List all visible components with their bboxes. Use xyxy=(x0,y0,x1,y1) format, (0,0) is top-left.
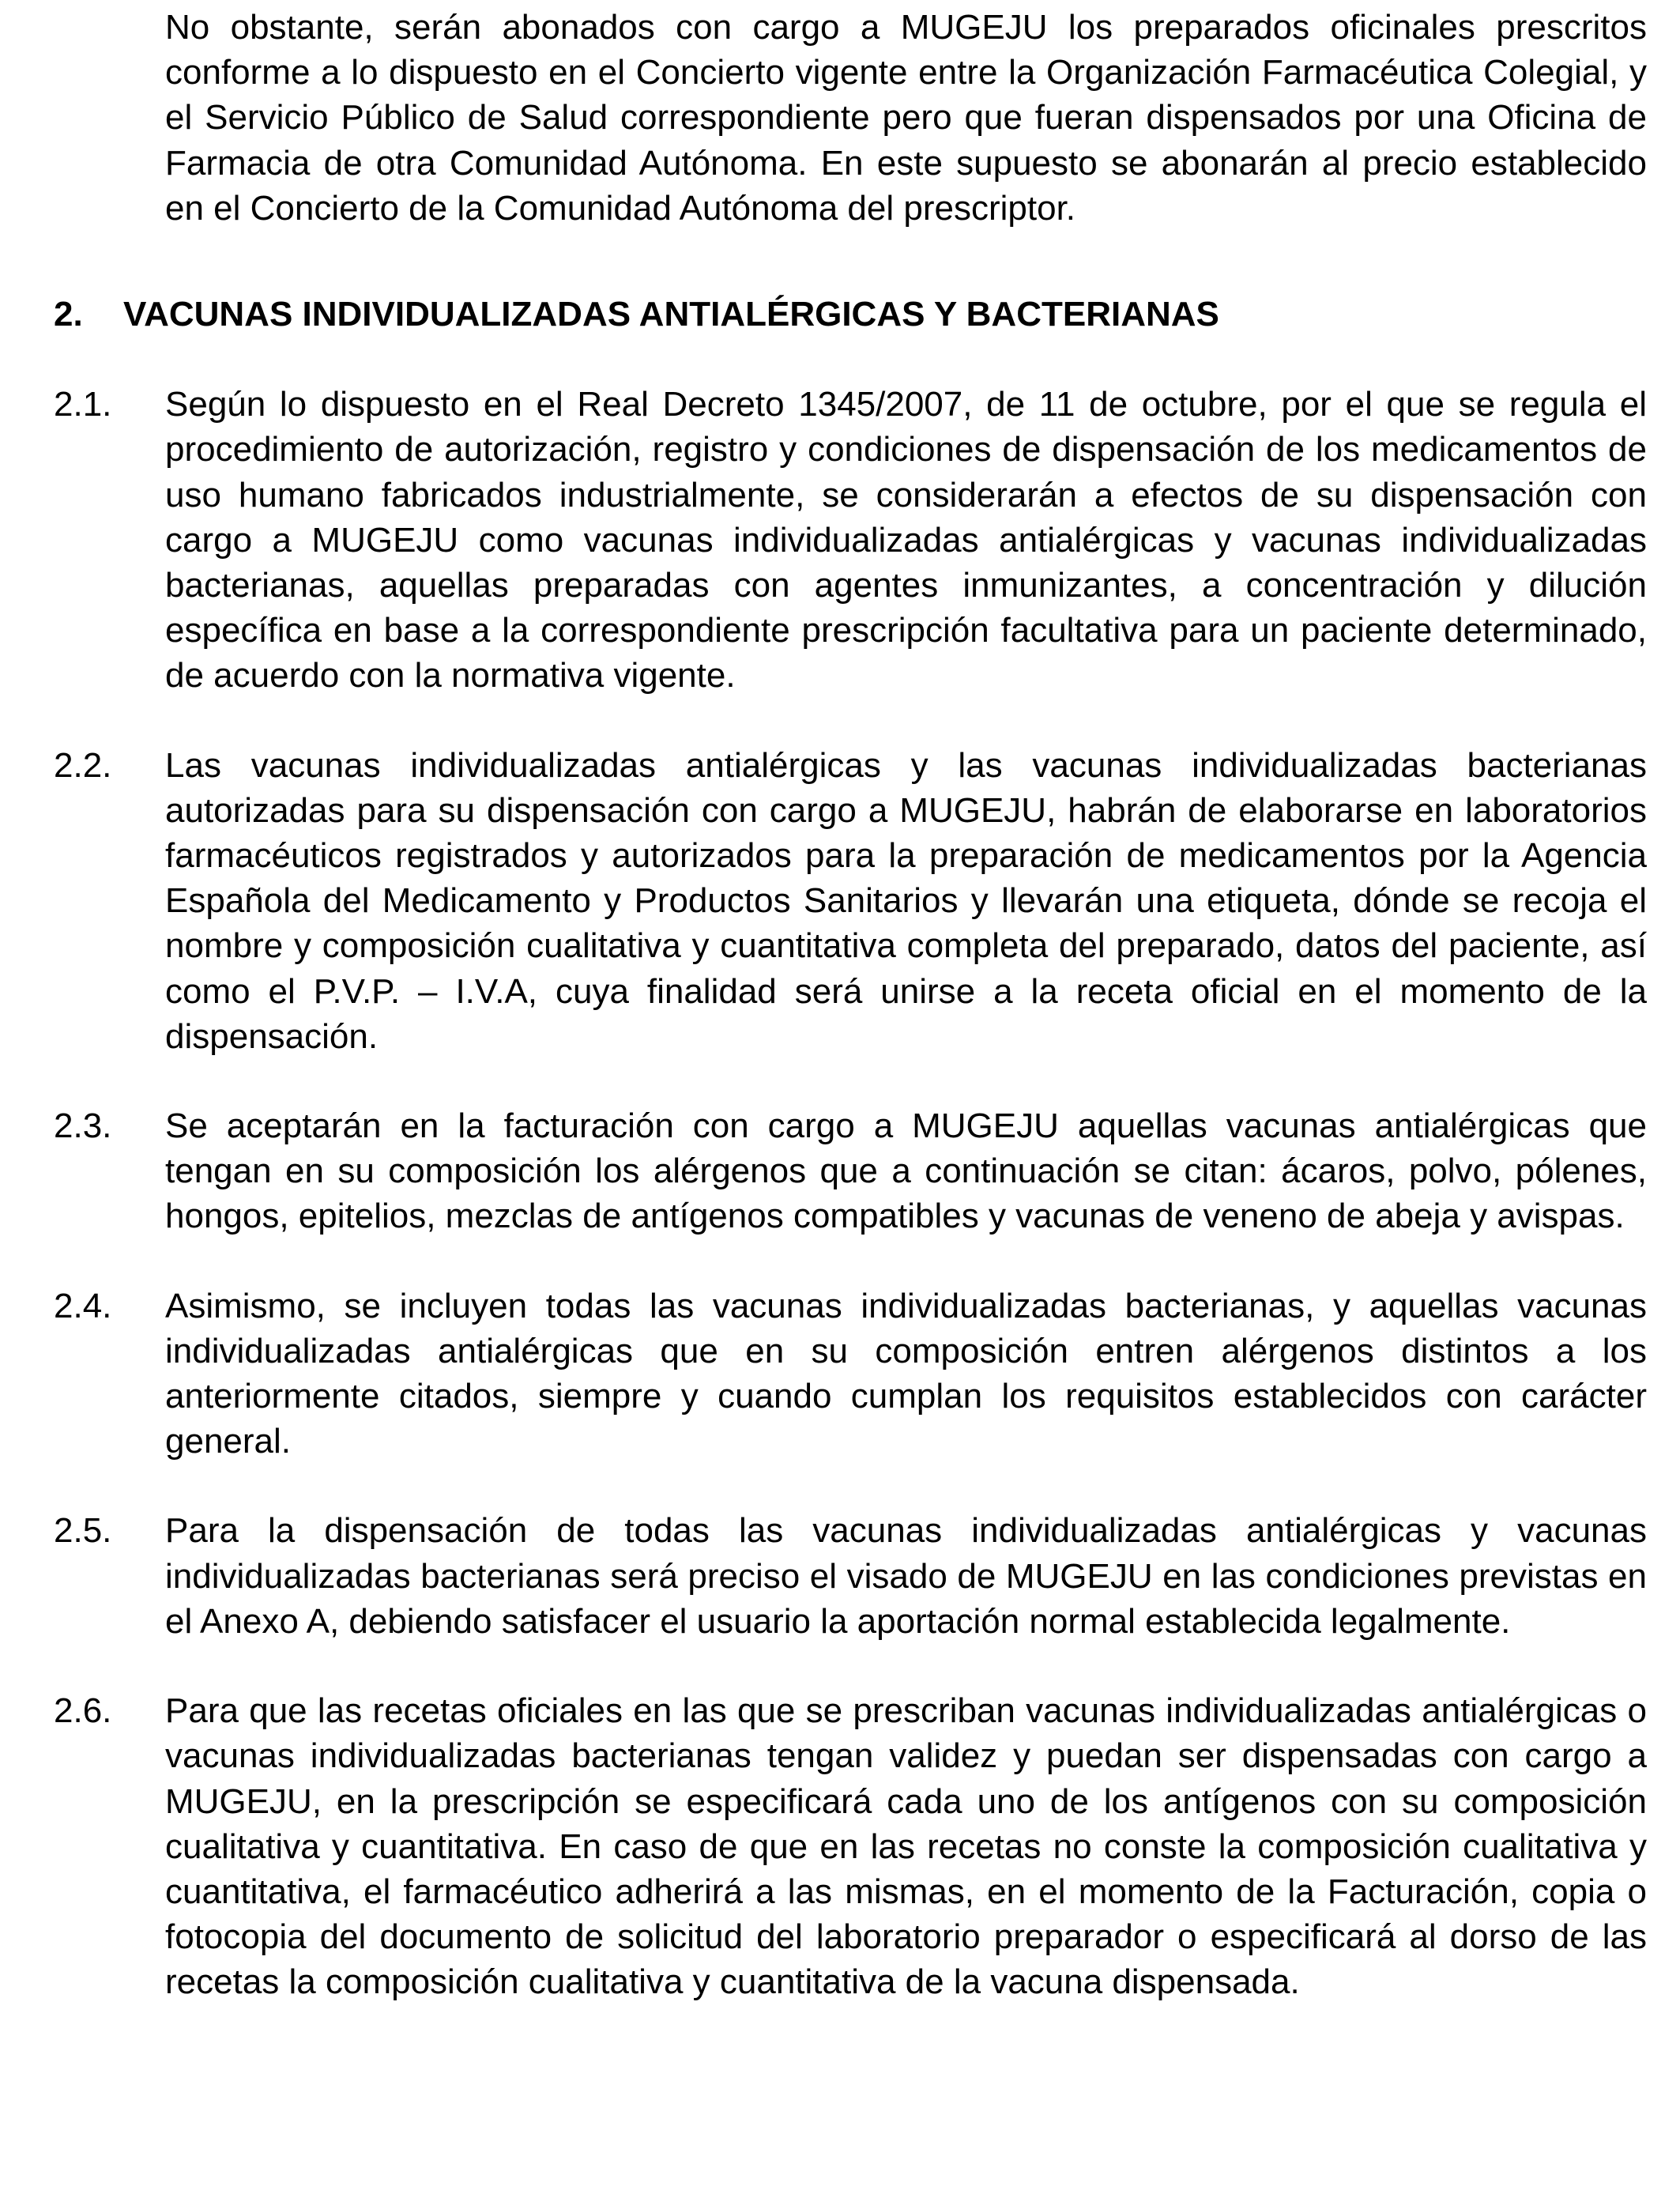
item-number: 2.6. xyxy=(54,1691,112,1731)
item-number: 2.2. xyxy=(54,745,112,785)
item-number: 2.1. xyxy=(54,385,112,424)
item-text: Se aceptarán en la facturación con cargo a MUGEJU aquellas vacunas antialérgicas que tengan en su composición los alérgenos que a continuación se citan: ácaros, polvo, pólenes, hongos, epitelios, mezclas de antígenos compatibles y vacunas de veneno de abeja y avispas. xyxy=(165,1106,1647,1236)
list-item-2-2 xyxy=(54,743,1647,1059)
section-number: 2. xyxy=(54,295,83,334)
list-item-2-3 xyxy=(54,1103,1647,1239)
item-text: Las vacunas individualizadas antialérgicas y las vacunas individualizadas bacterianas autorizadas para su dispensación con cargo a MUGEJU, habrán de elaborarse en laboratorios farmacéuticos registrados y autorizados para la preparación de medicamentos por la Agencia Española del Medicamento y Productos Sanitarios y llevarán una etiqueta, dónde se recoja el nombre y composición cualitativa y cuantitativa completa del preparado, datos del paciente, así como el P.V.P. – I.V.A, cuya finalidad será unirse a la receta oficial en el momento de la dispensación. xyxy=(165,745,1647,1056)
intro-paragraph: No obstante, serán abonados con cargo a MUGEJU los preparados oficinales prescritos conforme a lo dispuesto en el Concierto vigente entre la Organización Farmacéutica Colegial, y el Servicio Público de Salud correspondiente pero que fueran dispensados por una Oficina de Farmacia de otra Comunidad Autónoma. En este supuesto se abonarán al precio establecido en el Concierto de la Comunidad Autónoma del prescriptor. xyxy=(165,8,1647,228)
item-number: 2.4. xyxy=(54,1286,112,1325)
item-number: 2.5. xyxy=(54,1511,112,1551)
list-item-2-1 xyxy=(54,382,1647,698)
list-item-2-6 xyxy=(54,1688,1647,2004)
section-title: VACUNAS INDIVIDUALIZADAS ANTIALÉRGICAS Y BACTERIANAS xyxy=(123,295,1219,334)
item-text: Para la dispensación de todas las vacunas individualizadas antialérgicas y vacunas individualizadas bacterianas será preciso el visado de MUGEJU en las condiciones previstas en el Anexo A, debiendo satisfacer el usuario la aportación normal establecida legalmente. xyxy=(165,1511,1647,1641)
item-text: Según lo dispuesto en el Real Decreto 1345/2007, de 11 de octubre, por el que se regula el procedimiento de autorización, registro y condiciones de dispensación de los medicamentos de uso humano fabricados industrialmente, se considerarán a efectos de su dispensación con cargo a MUGEJU como vacunas individualizadas antialérgicas y vacunas individualizadas bacterianas, aquellas preparadas con agentes inmunizantes, a concentración y dilución específica en base a la correspondiente prescripción facultativa para un paciente determinado, de acuerdo con la normativa vigente. xyxy=(165,385,1647,696)
section-heading xyxy=(54,292,1647,337)
item-number: 2.3. xyxy=(54,1106,112,1146)
list-item-2-4 xyxy=(54,1284,1647,1465)
list-item-2-5 xyxy=(54,1508,1647,1644)
item-text: Asimismo, se incluyen todas las vacunas individualizadas bacterianas, y aquellas vacunas individualizadas antialérgicas que en su composición entren alérgenos distintos a los anteriormente citados, siempre y cuando cumplan los requisitos establecidos con carácter general. xyxy=(165,1286,1647,1461)
item-text: Para que las recetas oficiales en las que se prescriban vacunas individualizadas antialérgicas o vacunas individualizadas bacterianas tengan validez y puedan ser dispensadas con cargo a MUGEJU, en la prescripción se especificará cada uno de los antígenos con su composición cualitativa y cuantitativa. En caso de que en las recetas no conste la composición cualitativa y cuantitativa, el farmacéutico adherirá a las mismas, en el momento de la Facturación, copia o fotocopia del documento de solicitud del laboratorio preparador o especificará al dorso de las recetas la composición cualitativa y cuantitativa de la vacuna dispensada. xyxy=(165,1691,1647,2002)
document-page xyxy=(54,5,1647,2005)
